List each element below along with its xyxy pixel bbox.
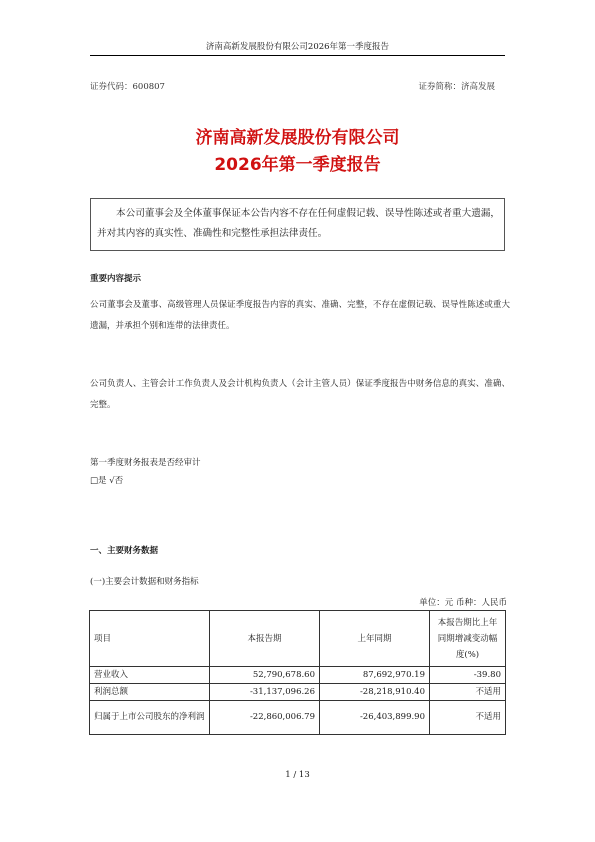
table-row <box>90 684 506 701</box>
table-header-cell: 项目 <box>90 611 210 667</box>
audit-question: 第一季度财务报表是否经审计 <box>90 458 201 468</box>
important-paragraph-1: 公司董事会及董事、高级管理人员保证季度报告内容的真实、准确、完整，不存在虚假记载、误导性陈述或重大遗漏，并承担个别和连带的法律责任。 <box>90 300 510 331</box>
table-cell: -26,403,899.90 <box>320 701 430 735</box>
important-heading: 重要内容提示 <box>90 274 142 284</box>
table-cell: 52,790,678.60 <box>210 667 320 684</box>
table-header-cell: 上年同期 <box>320 611 430 667</box>
table-row <box>90 701 506 735</box>
financial-table <box>89 610 506 735</box>
table-cell: 87,692,970.19 <box>320 667 430 684</box>
table-cell: 利润总额 <box>90 684 210 701</box>
currency-unit: 单位：元 币种：人民币 <box>419 598 507 608</box>
table-cell: -39.80 <box>430 667 506 684</box>
table-cell: 不适用 <box>430 684 506 701</box>
table-header-row <box>90 611 506 667</box>
table-row <box>90 667 506 684</box>
table-cell: -31,137,096.26 <box>210 684 320 701</box>
table-header-cell: 本报告期比上年同期增减变动幅度(%) <box>430 611 506 667</box>
board-notice-box: 本公司董事会及全体董事保证本公告内容不存在任何虚假记载、误导性陈述或者重大遗漏，并对其内容的真实性、准确性和完整性承担法律责任。 <box>90 198 505 251</box>
page-number: 1 / 13 <box>285 770 310 780</box>
finance-subheading: (一)主要会计数据和财务指标 <box>90 577 199 587</box>
security-code: 证券代码：600807 <box>90 82 165 92</box>
table-cell: -28,218,910.40 <box>320 684 430 701</box>
company-title: 济南高新发展股份有限公司 <box>195 128 400 148</box>
important-paragraph-2: 公司负责人、主管会计工作负责人及会计机构负责人（会计主管人员）保证季度报告中财务信息的真实、准确、完整。 <box>90 379 510 410</box>
table-cell: 营业收入 <box>90 667 210 684</box>
finance-section-heading: 一、主要财务数据 <box>90 546 159 556</box>
running-header: 济南高新发展股份有限公司2026年第一季度报告 <box>90 40 505 56</box>
table-cell: -22,860,006.79 <box>210 701 320 735</box>
audit-answer: □是 √否 <box>90 476 124 486</box>
table-cell: 不适用 <box>430 701 506 735</box>
table-header-cell: 本报告期 <box>210 611 320 667</box>
report-title: 2026年第一季度报告 <box>214 155 381 175</box>
security-abbreviation: 证券简称：济高发展 <box>418 82 495 92</box>
table-cell: 归属于上市公司股东的净利润 <box>90 701 210 735</box>
